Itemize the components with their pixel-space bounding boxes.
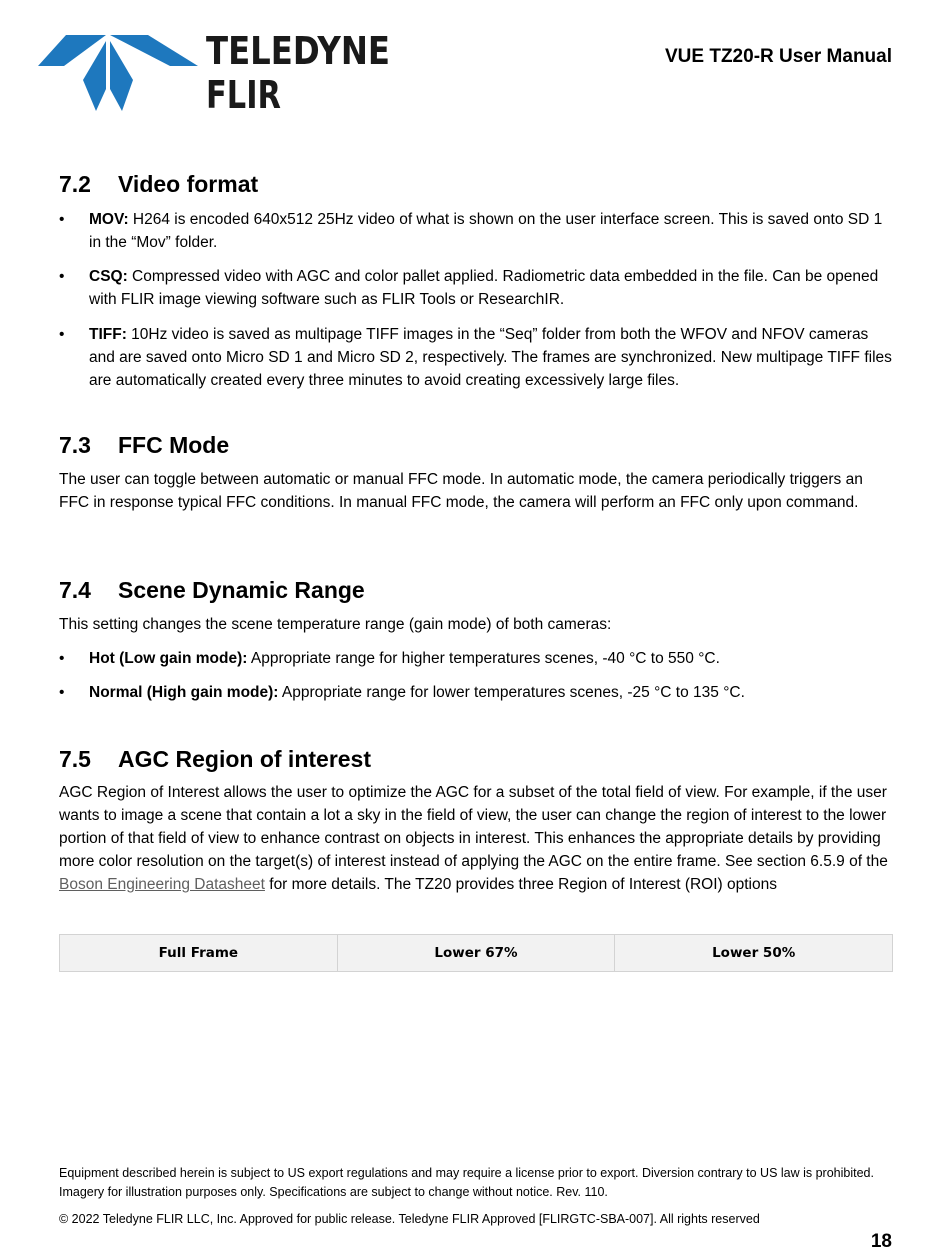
boson-datasheet-link[interactable]: Boson Engineering Datasheet	[59, 876, 265, 893]
manual-title: VUE TZ20-R User Manual	[665, 46, 892, 67]
section-number: 7.5	[59, 746, 91, 772]
table-row	[60, 935, 893, 972]
bullet-label: Hot (Low gain mode):	[89, 650, 248, 667]
bullet-text	[89, 681, 897, 704]
section-number: 7.4	[59, 577, 91, 603]
section-title: Video format	[118, 171, 259, 197]
section-number: 7.3	[59, 432, 91, 458]
bullet-body: Compressed video with AGC and color pallet applied. Radiometric data embedded in the file. Can be opened with FLIR image viewing software such as FLIR Tools or ResearchIR.	[89, 268, 879, 308]
bullet-normal-gain	[59, 681, 897, 704]
bullet-mov	[59, 208, 897, 254]
roi-options-table	[59, 934, 893, 972]
section-7-4-heading	[59, 577, 365, 604]
section-7-5-heading	[59, 746, 371, 773]
section-title: Scene Dynamic Range	[118, 577, 365, 603]
page-number: 18	[870, 1231, 892, 1252]
bullet-body: Appropriate range for higher temperatures scenes, -40 °C to 550 °C.	[247, 650, 720, 667]
section-7-3-heading	[59, 432, 229, 459]
bullet-label: Normal (High gain mode):	[89, 684, 279, 701]
bullet-dot-icon: •	[59, 211, 65, 228]
bullet-text	[89, 208, 897, 254]
bullet-tiff	[59, 323, 897, 392]
export-notice: Equipment described herein is subject to US export regulations and may require a license prior to export. Diversion contrary to US law is prohibited. Imagery for illustration purposes only. Specifications are subject to change without notice. Rev. 110.	[59, 1166, 874, 1199]
teledyne-flir-logo	[38, 29, 393, 117]
copyright-notice: © 2022 Teledyne FLIR LLC, Inc. Approved for public release. Teledyne FLIR Approved [FLIRGTC-SBA-007]. All rights reserved	[59, 1212, 760, 1226]
bullet-label: CSQ:	[89, 268, 128, 285]
bullet-hot-gain	[59, 647, 897, 670]
agc-roi-text-end: for more details. The TZ20 provides three Region of Interest (ROI) options	[264, 876, 777, 893]
brand-line2: FLIR	[206, 73, 281, 117]
section-title: AGC Region of interest	[118, 746, 372, 772]
bullet-body: Appropriate range for lower temperatures scenes, -25 °C to 135 °C.	[278, 684, 745, 701]
bullet-body: 10Hz video is saved as multipage TIFF images in the “Seq” folder from both the WFOV and NFOV cameras and are saved onto Micro SD 1 and Micro SD 2, respectively. The frames are synchronized. New multipage TIFF files are automatically created every three minutes to avoid creating excessively large files.	[89, 326, 892, 389]
bullet-text	[89, 323, 897, 392]
bullet-dot-icon: •	[59, 684, 65, 701]
section-7-2-heading	[59, 171, 258, 198]
teledyne-flir-logo-graphic	[38, 29, 393, 117]
bullet-text	[89, 265, 897, 311]
bullet-csq	[59, 265, 897, 311]
section-title: FFC Mode	[118, 432, 230, 458]
bullet-text	[89, 647, 897, 670]
section-number: 7.2	[59, 171, 91, 197]
teledyne-emblem-icon	[38, 35, 198, 111]
scene-range-intro: This setting changes the scene temperature range (gain mode) of both cameras:	[59, 616, 612, 633]
bullet-body: H264 is encoded 640x512 25Hz video of what is shown on the user interface screen. This is saved onto SD 1 in the “Mov” folder.	[89, 211, 883, 251]
agc-roi-text-start: AGC Region of Interest allows the user to optimize the AGC for a subset of the total field of view. For example, if the user wants to image a scene that contain a lot a sky in the field of view, the user can change the region of interest to the lower portion of that field of view to enhance contrast on objects in interest. This enhances the appropriate details by providing more color resolution on the target(s) of interest instead of applying the AGC on the entire frame. See section 6.5.9 of the	[59, 784, 888, 870]
agc-roi-paragraph	[59, 781, 897, 896]
ffc-mode-paragraph: The user can toggle between automatic or manual FFC mode. In automatic mode, the camera periodically triggers an FFC in response typical FFC conditions. In manual FFC mode, the camera will perform an FFC only upon command.	[59, 471, 863, 511]
roi-option-full-frame: Full Frame	[60, 935, 338, 972]
bullet-dot-icon: •	[59, 268, 65, 285]
brand-line1: TELEDYNE	[206, 29, 390, 73]
bullet-label: MOV:	[89, 211, 129, 228]
roi-option-lower-50: Lower 50%	[615, 935, 893, 972]
bullet-dot-icon: •	[59, 326, 65, 343]
bullet-dot-icon: •	[59, 650, 65, 667]
roi-option-lower-67: Lower 67%	[337, 935, 615, 972]
bullet-label: TIFF:	[89, 326, 127, 343]
